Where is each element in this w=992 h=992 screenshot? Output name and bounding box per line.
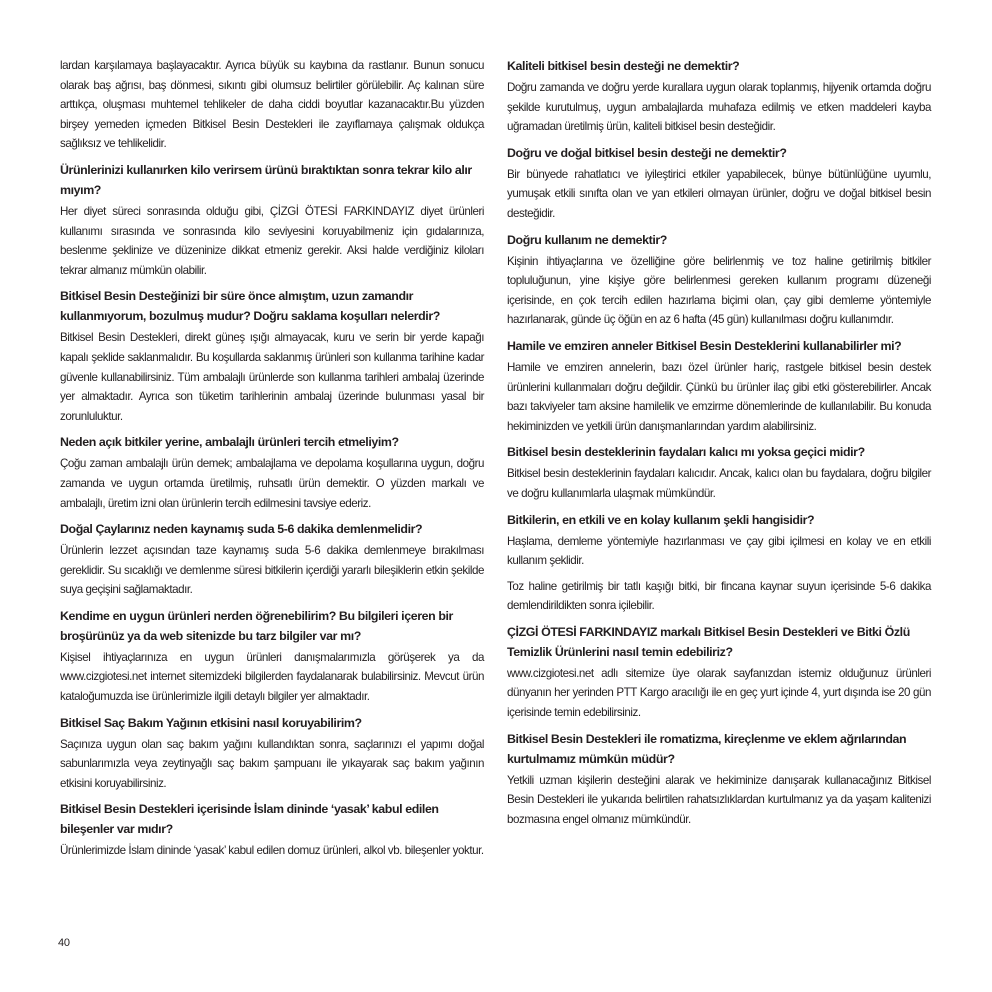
section-heading: Bitkisel Besin Desteğinizi bir süre önce almıştım, uzun zamandır kullanmıyorum, bozulmuş mudur? Doğru saklama koşulları nelerdir? [60,289,440,324]
faq-section [507,230,931,330]
section-heading: Kendime en uygun ürünleri nerden öğrenebilirim? Bu bilgileri içeren bir broşürünüz ya da web sitenizde bu tarz bilgiler var mı? [60,608,453,643]
section-heading: Ürünlerinizi kullanırken kilo verirsem ürünü bıraktıktan sonra tekrar kilo alır mıyım? [60,162,472,197]
section-paragraph: Saçınıza uygun olan saç bakım yağını kullandıktan sonra, saçlarınızı el yapımı doğal sabunlarımızla veya zeytinyağlı saç bakım şampuanı ile yıkayarak saç bakım yağının etkisini koruyabilirsiniz. [60,737,484,790]
page-number: 40 [58,937,70,949]
section-heading: Bitkisel Besin Destekleri ile romatizma, kireçlenme ve eklem ağrılarından kurtulmamız mümkün müdür? [507,731,907,766]
section-heading: Bitkisel Besin Destekleri içerisinde İslam dininde ‘yasak’ kabul edilen bileşenler var mıdır? [60,802,439,837]
section-heading: ÇİZGİ ÖTESİ FARKINDAYIZ markalı Bitkisel Besin Destekleri ve Bitki Özlü Temizlik Ürünlerini nasıl temin edebiliriz? [507,624,910,659]
faq-section [60,286,484,426]
faq-section [60,519,484,600]
section-paragraph: Kişisel ihtiyaçlarınıza en uygun ürünleri danışmalarımızla görüşerek ya da www.cizgiotesi.net internet sitemizdeki bilgilerden faydalanarak bulabilirsiniz. Mevcut ürün kataloğumuzda ise ürünlerimizle ilgili detaylı bilgiler yer almaktadır. [60,650,484,704]
faq-section [507,56,931,137]
faq-section [60,606,484,707]
section-paragraph: www.cizgiotesi.net adlı sitemize üye olarak sayfanızdan istemiz olduğunuz ürünleri dünyanın her yerinden PTT Kargo aracılığı ile en geç yurt içinde 4, yurt dışında ise 20 gün içerisinde temin edebilirsiniz. [507,666,931,720]
faq-section [507,336,931,436]
section-paragraph: Haşlama, demleme yöntemiyle hazırlanması ve çay gibi içilmesi en kolay ve en etkili kullanım şeklidir. [507,534,931,568]
section-paragraph: Hamile ve emziren annelerin, bazı özel ürünler hariç, rastgele bitkisel besin destek ürünlerini kullanmaları doğru değildir. Çünkü bu ürünler ilaç gibi etki gösterebilirler. Ancak bazı takviyeler tam aksine hamilelik ve emzirme dönemlerinde de kullanılabilir. Bu konuda hekiminizden ve yetkili ürün danışmanlarından yardım alabilirsiniz. [507,360,931,433]
left-column [60,56,484,867]
section-paragraph: Çoğu zaman ambalajlı ürün demek; ambalajlama ve depolama koşullarına uygun, doğru zamanda ve uygun ortamda üretilmiş, ruhsatlı ürün demektir. O yüzden markalı ve ambalajlı, üretim izni olan ürünlerin tercih edilmesini tavsiye ederiz. [60,457,484,510]
faq-section [507,622,931,723]
section-paragraph: Bitkisel Besin Destekleri, direkt güneş ışığı almayacak, kuru ve serin bir yerde kapağı kapalı şeklide saklanmalıdır. Bu koşullarda saklanmış ürünleri son kullanma tarihine kadar güvenle kullanabilirsiniz. Tüm ambalajlı ürünlerde son kullanma tarihleri ambalaj üzerinde yer almaktadır. Ayrıca son tüketim tarihlerinin ambalaj üzerinde bulunması yasal bir zorunluluktur. [60,331,484,423]
section-heading: Doğal Çaylarınız neden kaynamış suda 5-6 dakika demlenmelidir? [60,522,423,537]
section-paragraph: Bitkisel besin desteklerinin faydaları kalıcıdır. Ancak, kalıcı olan bu faydalara, doğru bilgiler ve doğru kullanımlarla ulaşmak mümkündür. [507,467,931,500]
faq-section [60,799,484,861]
section-heading: Doğru kullanım ne demektir? [507,232,667,247]
faq-section [507,143,931,224]
section-heading: Bitkisel Saç Bakım Yağının etkisini nasıl koruyabilirim? [60,715,362,730]
section-paragraph: Yetkili uzman kişilerin desteğini alarak ve hekiminize danışarak kullanacağınız Bitkisel Besin Destekleri ile yukarıda belirtilen rahatsızlıklardan kurtulmanız ya da yaşam kalitenizi bozmasına engel olmanız mümkündür. [507,773,931,826]
intro-paragraph: lardan karşılamaya başlayacaktır. Ayrıca büyük su kaybına da rastlanır. Bunun sonucu olarak baş ağrısı, baş dönmesi, sıkıntı gibi olumsuz belirtiler görülebilir. Aç kalınan süre arttıkça, oluşması muhtemel tehlikeler de daha ciddi boyutlar kazanacaktır.Bu yüzden birşey yemeden içmeden Bitkisel Besin Destekleri ile zayıflamaya çalışmak oldukça sağlıksız ve tehlikelidir. [60,59,484,151]
faq-section [60,432,484,513]
faq-section [60,713,484,794]
faq-section [507,510,931,616]
section-paragraph: Kişinin ihtiyaçlarına ve özelliğine göre belirlenmiş ve toz haline getirilmiş bitkiler topluluğunun, yine kişiye göre belirlenmesi gereken kullanım programı düzeneği içerisinde, en çok tercih edilen hazırlama biçimi olan, çay gibi demleme yöntemiyle hazırlanarak, günde üç öğün en az 6 hafta (45 gün) kullanılması doğru kullanımdır. [507,254,931,327]
section-heading: Doğru ve doğal bitkisel besin desteği ne demektir? [507,145,787,160]
section-heading: Neden açık bitkiler yerine, ambalajlı ürünleri tercih etmeliyim? [60,435,399,450]
section-paragraph: Ürünlerimizde İslam dininde ‘yasak’ kabul edilen domuz ürünleri, alkol vb. bileşenler yoktur. [60,844,484,858]
faq-section [60,160,484,280]
right-column [507,56,931,835]
section-heading: Bitkilerin, en etkili ve en kolay kullanım şekli hangisidir? [507,512,815,527]
section-paragraph: Doğru zamanda ve doğru yerde kurallara uygun olarak toplanmış, hijyenik ortamda doğru şekilde kurutulmuş, uygun ambalajlarda muhafaza edilmiş ve etken maddeleri kayba uğramadan üretilmiş ürün, kaliteli bitkisel besin desteğidir. [507,81,931,134]
faq-section [507,442,931,503]
section-heading: Bitkisel besin desteklerinin faydaları kalıcı mı yoksa geçici midir? [507,445,865,460]
section-paragraph: Her diyet süreci sonrasında olduğu gibi, ÇİZGİ ÖTESİ FARKINDAYIZ diyet ürünleri kullanımı sırasında ve sonrasında kilo seviyesini koruyabilmeniz için gıdalarınıza, beslenme şeklinize ve düzeninize dikkat etmeniz gerekir. Aksi halde verdiğiniz kiloları tekrar almanız mümkün olabilir. [60,204,484,277]
section-paragraph: Bir bünyede rahatlatıcı ve iyileştirici etkiler yapabilecek, bünye bütünlüğüne uyumlu, yumuşak etkili sınıfta olan ve yan etkileri olmayan ürünler, doğru ve doğal bitkisel besin desteğidir. [507,167,931,220]
section-paragraph: Toz haline getirilmiş bir tatlı kaşığı bitki, bir fincana kaynar suyun içerisinde 5-6 dakika demlendirildikten sonra içilebilir. [507,579,931,613]
section-paragraph: Ürünlerin lezzet açısından taze kaynamış suda 5-6 dakika demlenmeye bırakılması gereklidir. Su sıcaklığı ve demlenme süresi bitkilerin içerdiği yararlı bileşiklerin etkin şekilde suya geçişini sağlamaktadır. [60,544,484,597]
section-heading: Hamile ve emziren anneler Bitkisel Besin Desteklerini kullanabilirler mi? [507,338,902,353]
faq-section [507,729,931,830]
section-heading: Kaliteli bitkisel besin desteği ne demektir? [507,59,740,73]
